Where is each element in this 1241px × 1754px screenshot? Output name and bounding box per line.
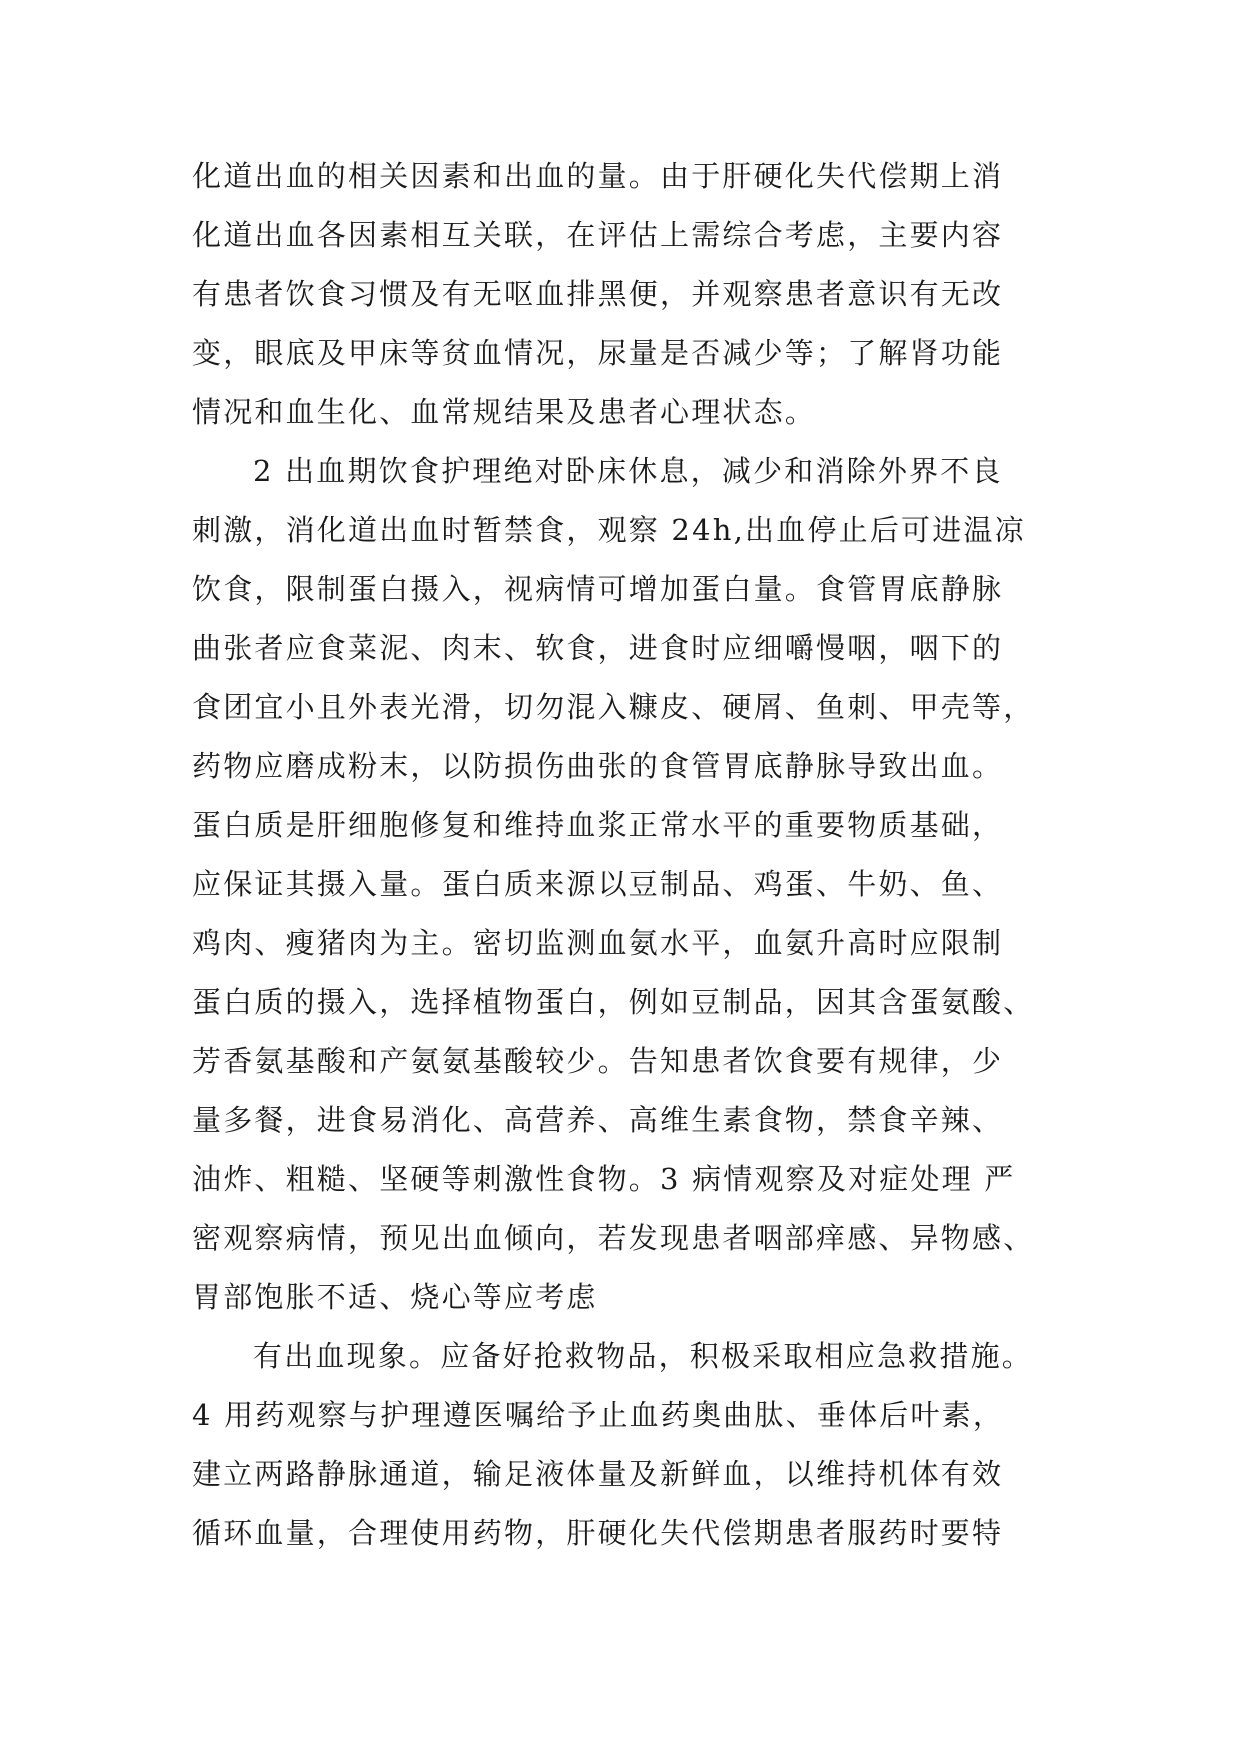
text-line: 胃部饱胀不适、烧心等应考虑 <box>192 1280 598 1314</box>
text-line: 变，眼底及甲床等贫血情况，尿量是否减少等；了解肾功能 <box>192 336 1004 370</box>
text-line: 量多餐，进食易消化、高营养、高维生素食物，禁食辛辣、 <box>192 1103 1004 1137</box>
text-line: 曲张者应食菜泥、肉末、软食，进食时应细嚼慢咽，咽下的 <box>192 631 1004 665</box>
text-line: 刺激，消化道出血时暂禁食，观察 24h,出血停止后可进温凉 <box>192 513 1026 547</box>
text-line: 应保证其摄入量。蛋白质来源以豆制品、鸡蛋、牛奶、鱼、 <box>192 867 1004 901</box>
text-line: 油炸、粗糙、坚硬等刺激性食物。3 病情观察及对症处理 严 <box>192 1162 1016 1196</box>
text-line: 有患者饮食习惯及有无呕血排黑便，并观察患者意识有无改 <box>192 277 1004 311</box>
text-line: 鸡肉、瘦猪肉为主。密切监测血氨水平，血氨升高时应限制 <box>192 926 1004 960</box>
paragraph-first-line: 2 出血期饮食护理绝对卧床休息，减少和消除外界不良 <box>253 454 1003 488</box>
text-line: 化道出血各因素相互关联，在评估上需综合考虑，主要内容 <box>192 218 1004 252</box>
text-line: 循环血量，合理使用药物，肝硬化失代偿期患者服药时要特 <box>192 1516 1004 1550</box>
paragraph-first-line: 有出血现象。应备好抢救物品，积极采取相应急救措施。 <box>253 1339 1034 1373</box>
text-line: 蛋白质是肝细胞修复和维持血浆正常水平的重要物质基础， <box>192 808 1004 842</box>
text-line: 4 用药观察与护理遵医嘱给予止血药奥曲肽、垂体后叶素， <box>192 1398 1005 1432</box>
text-line: 情况和血生化、血常规结果及患者心理状态。 <box>192 395 817 429</box>
text-line: 芳香氨基酸和产氨氨基酸较少。告知患者饮食要有规律，少 <box>192 1044 1004 1078</box>
text-line: 药物应磨成粉末，以防损伤曲张的食管胃底静脉导致出血。 <box>192 749 1004 783</box>
text-line: 密观察病情，预见出血倾向，若发现患者咽部痒感、异物感、 <box>192 1221 1035 1255</box>
text-line: 建立两路静脉通道，输足液体量及新鲜血，以维持机体有效 <box>192 1457 1004 1491</box>
text-line: 食团宜小且外表光滑，切勿混入糠皮、硬屑、鱼刺、甲壳等， <box>192 690 1035 724</box>
text-line: 饮食，限制蛋白摄入，视病情可增加蛋白量。食管胃底静脉 <box>192 572 1004 606</box>
text-line: 蛋白质的摄入，选择植物蛋白，例如豆制品，因其含蛋氨酸、 <box>192 985 1035 1019</box>
text-line: 化道出血的相关因素和出血的量。由于肝硬化失代偿期上消 <box>192 159 1004 193</box>
